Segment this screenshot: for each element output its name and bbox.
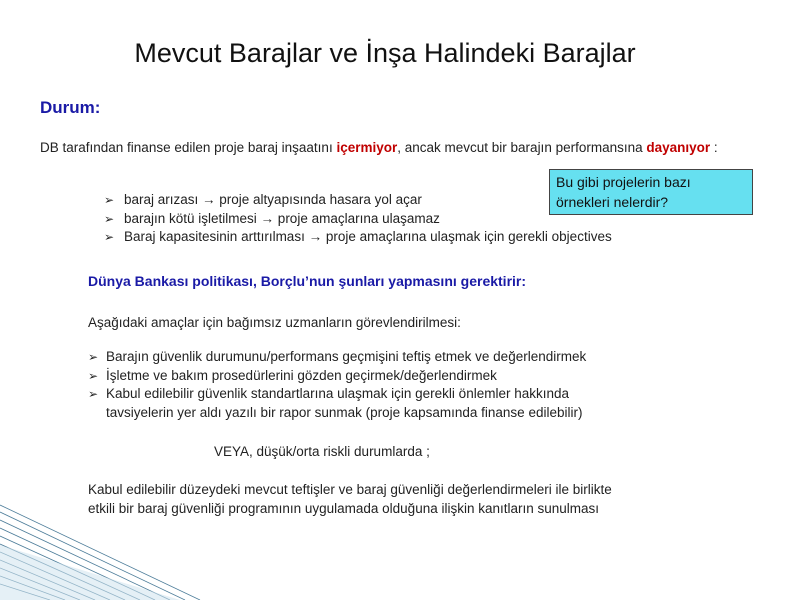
- bullet-arrow-icon: ➢: [104, 230, 115, 244]
- callout-line-2: örnekleri nelerdir?: [556, 194, 669, 210]
- slide-title: Mevcut Barajlar ve İnşa Halindeki Barajlar: [134, 38, 636, 68]
- veya-text: VEYA, düşük/orta riskli durumlarda ;: [214, 444, 430, 459]
- list-item-continuation: tavsiyelerin yer aldı yazılı bir rapor sunmak (proje kapsamında finanse edilebilir): [106, 404, 583, 420]
- list-item: ➢ Barajın güvenlik durumunu/performans geçmişini teftiş etmek ve değerlendirmek: [86, 348, 586, 367]
- closing-line-2: etkili bir baraj güvenliği programının uygulamada olduğuna ilişkin kanıtların sunulması: [88, 501, 600, 516]
- bullet-arrow-icon: ➢: [88, 350, 99, 364]
- intro-emphasis-2: dayanıyor: [646, 140, 711, 155]
- closing-line-1: Kabul edilebilir düzeydeki mevcut teftişler ve baraj güvenliği değerlendirmeleri ile birlikte: [88, 482, 612, 497]
- bullet-arrow-icon: ➢: [88, 387, 99, 401]
- closing-paragraph: [88, 480, 728, 518]
- list-item: ➢ barajın kötü işletilmesi → proje amaçlarına ulaşamaz: [102, 210, 612, 229]
- durum-intro: [40, 138, 760, 157]
- list-item: ➢ baraj arızası → proje altyapısında hasara yol açar: [102, 191, 612, 210]
- callout-line-1: Bu gibi projelerin bazı: [556, 174, 691, 190]
- policy-lead: Aşağıdaki amaçlar için bağımsız uzmanların görevlendirilmesi:: [88, 315, 461, 330]
- intro-text-3: :: [710, 140, 718, 155]
- bullet-arrow-icon: ➢: [104, 193, 115, 207]
- policy-bullet-list: [86, 348, 586, 422]
- intro-emphasis-1: içermiyor: [336, 140, 398, 155]
- question-callout: [549, 169, 753, 215]
- bullet-arrow-icon: ➢: [88, 368, 99, 383]
- bullet-arrow-icon: ➢: [104, 211, 115, 226]
- durum-heading: Durum:: [40, 98, 101, 117]
- intro-text-2: , ancak mevcut bir barajın performansına: [397, 140, 647, 155]
- durum-bullet-list: [102, 191, 612, 247]
- list-item: ➢ İşletme ve bakım prosedürlerini gözden geçirmek/değerlendirmek: [86, 367, 586, 386]
- intro-text-1: DB tarafından finanse edilen proje baraj inşaatını: [40, 140, 337, 155]
- list-item: ➢ Kabul edilebilir güvenlik standartlarına ulaşmak için gerekli önlemler hakkında tavsiyelerin yer aldı yazılı bir rapor sunmak (proje kapsamında finanse edilebilir): [88, 386, 583, 420]
- policy-heading: Dünya Bankası politikası, Borçlu’nun şunları yapmasını gerektirir:: [88, 273, 527, 289]
- list-item: ➢ Baraj kapasitesinin arttırılması → proje amaçlarına ulaşmak için gerekli objectives: [102, 228, 612, 247]
